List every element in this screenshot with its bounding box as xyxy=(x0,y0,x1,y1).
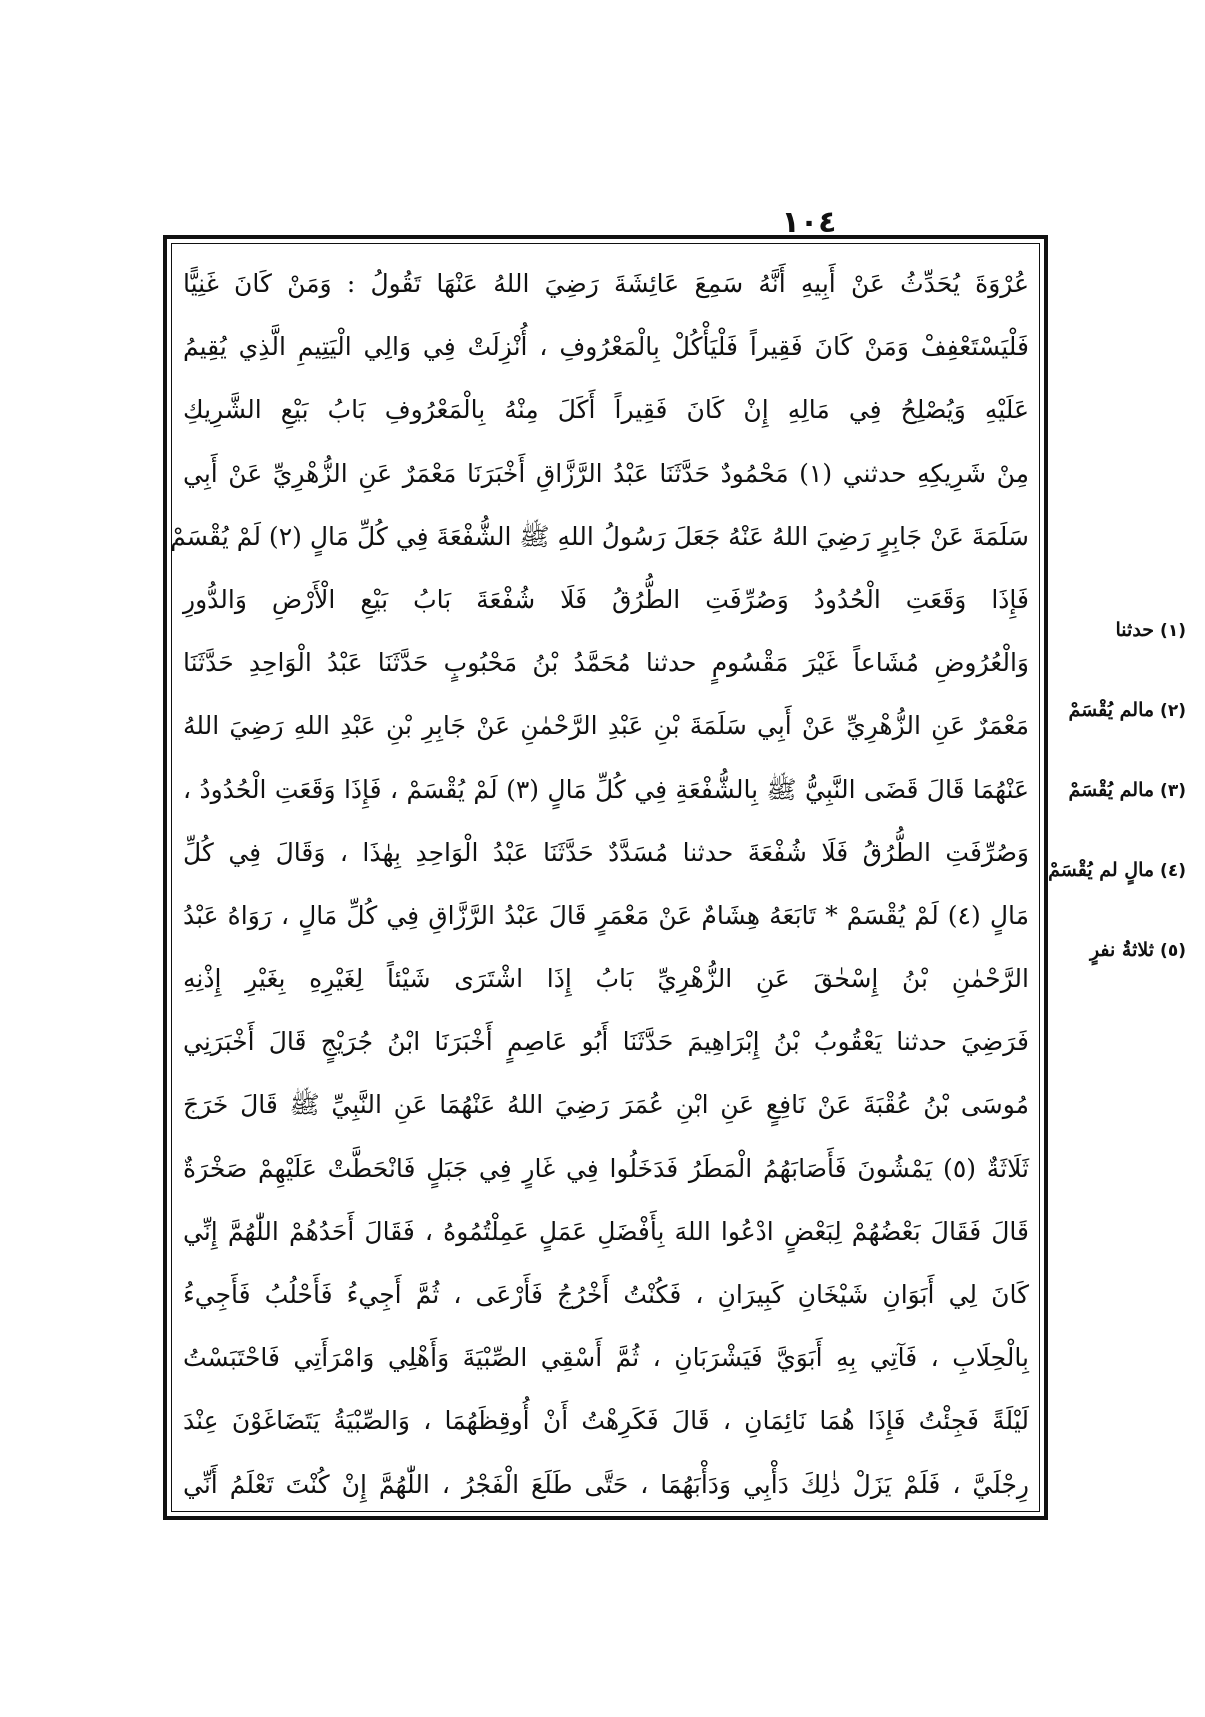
text-line: وَصُرِّفَتِ الطُّرُقُ فَلَا شُفْعَةَ حدثنا مُسَدَّدٌ حَدَّثَنَا عَبْدُ الْوَاحِدِ بِهٰذَا ، وَقَالَ فِي كُلِّ xyxy=(183,837,1029,867)
text-line: فَرَضِيَ حدثنا يَعْقُوبُ بْنُ إِبْرَاهِيمَ حَدَّثَنَا أَبُو عَاصِمٍ أَخْبَرَنَا ابْنُ جُرَيْجٍ قَالَ أَخْبَرَنِي xyxy=(183,1027,1029,1057)
text-line: عُرْوَةَ يُحَدِّثُ عَنْ أَبِيهِ أَنَّهُ سَمِعَ عَائِشَةَ رَضِيَ اللهُ عَنْهَا تَقُولُ : وَمَنْ كَانَ غَنِيًّا xyxy=(183,269,1029,298)
text-line: عَنْهُمَا قَالَ قَضَى النَّبِيُّ ﷺ بِالشُّفْعَةِ فِي كُلِّ مَالٍ (٣) لَمْ يُقْسَمْ ، فَإِذَا وَقَعَتِ الْحُدُودُ ، xyxy=(183,774,1029,804)
margin-note-text: مالٍ لم يُقْسَمْ xyxy=(1048,859,1155,881)
text-line: وَالْعُرُوضِ مُشَاعاً غَيْرَ مَقْسُومٍ حدثنا مُحَمَّدُ بْنُ مَحْبُوبٍ حَدَّثَنَا عَبْدُ الْوَاحِدِ حَدَّثَنَا xyxy=(183,648,1029,678)
page-number: ١٠٤ xyxy=(781,205,837,240)
margin-note-number: (٥) xyxy=(1160,941,1186,961)
margin-note-text: مالم يُقْسَمْ xyxy=(1068,779,1155,801)
text-line: ثَلَاثَةٌ (٥) يَمْشُونَ فَأَصَابَهُمُ الْمَطَرُ فَدَخَلُوا فِي غَارٍ فِي جَبَلٍ فَانْحَطَّتْ عَلَيْهِمْ صَخْرَةٌ xyxy=(183,1153,1030,1183)
margin-notes xyxy=(1048,583,1186,983)
text-line: قَالَ فَقَالَ بَعْضُهُمْ لِبَعْضٍ ادْعُوا اللهَ بِأَفْضَلِ عَمَلٍ عَمِلْتُمُوهُ ، فَقَالَ أَحَدُهُمْ اللّٰهُمَّ إِنِّي xyxy=(183,1216,1029,1246)
margin-note-5 xyxy=(1056,903,1186,961)
margin-note-number: (٣) xyxy=(1160,781,1186,801)
text-line: مَعْمَرٌ عَنِ الزُّهْرِيِّ عَنْ أَبِي سَلَمَةَ بْنِ عَبْدِ الرَّحْمٰنِ عَنْ جَابِرِ بْنِ عَبْدِ اللهِ رَضِيَ اللهُ xyxy=(183,711,1029,741)
text-line: فَإِذَا وَقَعَتِ الْحُدُودُ وَصُرِّفَتِ الطُّرُقُ فَلَا شُفْعَةَ بَابُ بَيْعِ الْأَرْضِ وَالدُّورِ xyxy=(183,584,1029,614)
text-line: مِنْ شَرِيكِهِ حدثني (١) مَحْمُودٌ حَدَّثَنَا عَبْدُ الرَّزَّاقِ أَخْبَرَنَا مَعْمَرٌ عَنِ الزُّهْرِيِّ عَنْ أَبِي xyxy=(183,458,1029,488)
margin-note-number: (١) xyxy=(1160,621,1186,641)
text-line: عَلَيْهِ وَيُصْلِحُ فِي مَالِهِ إِنْ كَانَ فَقِيراً أَكَلَ مِنْهُ بِالْمَعْرُوفِ بَابُ بَيْعِ الشَّرِيكِ xyxy=(183,395,1029,425)
margin-note-text: مالم يُقْسَمْ xyxy=(1068,699,1155,721)
margin-note-4 xyxy=(1048,823,1186,881)
main-text-body xyxy=(170,252,1030,1502)
margin-note-text: حدثنا xyxy=(1115,619,1155,641)
text-line: مُوسَى بْنُ عُقْبَةَ عَنْ نَافِعٍ عَنِ ابْنِ عُمَرَ رَضِيَ اللهُ عَنْهُمَا عَنِ النَّبِيِّ ﷺ قَالَ خَرَجَ xyxy=(183,1090,1029,1120)
margin-note-2 xyxy=(1056,663,1186,721)
text-line: لَيْلَةً فَجِئْتُ فَإِذَا هُمَا نَائِمَانِ ، قَالَ فَكَرِهْتُ أَنْ أُوقِظَهُمَا ، وَالصِّبْيَةُ يَتَضَاغَوْنَ عِنْدَ xyxy=(183,1406,1029,1436)
text-line: فَلْيَسْتَعْفِفْ وَمَنْ كَانَ فَقِيراً فَلْيَأْكُلْ بِالْمَعْرُوفِ ، أُنْزِلَتْ فِي وَالِي الْيَتِيمِ الَّذِي يُقِيمُ xyxy=(183,332,1029,362)
text-line: سَلَمَةَ عَنْ جَابِرٍ رَضِيَ اللهُ عَنْهُ جَعَلَ رَسُولُ اللهِ ﷺ الشُّفْعَةَ فِي كُلِّ مَالٍ (٢) لَمْ يُقْسَمْ xyxy=(170,521,1029,551)
text-line: مَالٍ (٤) لَمْ يُقْسَمْ * تَابَعَهُ هِشَامٌ عَنْ مَعْمَرٍ قَالَ عَبْدُ الرَّزَّاقِ فِي كُلِّ مَالٍ ، رَوَاهُ عَبْدُ xyxy=(183,900,1030,930)
margin-note-1 xyxy=(1056,583,1186,641)
margin-note-3 xyxy=(1056,743,1186,801)
margin-note-text: ثلاثةُ نفرٍ xyxy=(1089,939,1155,961)
text-line: بِالْحِلَابِ ، فَآتِي بِهِ أَبَوَيَّ فَيَشْرَبَانِ ، ثُمَّ أَسْقِي الصِّبْيَةَ وَأَهْلِي وَامْرَأَتِي فَاحْتَبَسْتُ xyxy=(183,1343,1029,1373)
text-line: كَانَ لِي أَبَوَانِ شَيْخَانِ كَبِيرَانِ ، فَكُنْتُ أَخْرُجُ فَأَرْعَى ، ثُمَّ أَجِيءُ فَأَحْلُبُ فَأَجِيءُ xyxy=(183,1280,1029,1309)
margin-note-number: (٤) xyxy=(1160,861,1186,881)
margin-note-number: (٢) xyxy=(1160,701,1186,721)
text-line: الرَّحْمٰنِ بْنُ إِسْحٰقَ عَنِ الزُّهْرِيِّ بَابُ إِذَا اشْتَرَى شَيْئاً لِغَيْرِهِ بِغَيْرِ إِذْنِهِ xyxy=(183,964,1029,994)
text-line: رِجْلَيَّ ، فَلَمْ يَزَلْ ذٰلِكَ دَأْبِي وَدَأْبَهُمَا ، حَتَّى طَلَعَ الْفَجْرُ ، اللّٰهُمَّ إِنْ كُنْتَ تَعْلَمُ أَنِّي xyxy=(183,1469,1029,1499)
